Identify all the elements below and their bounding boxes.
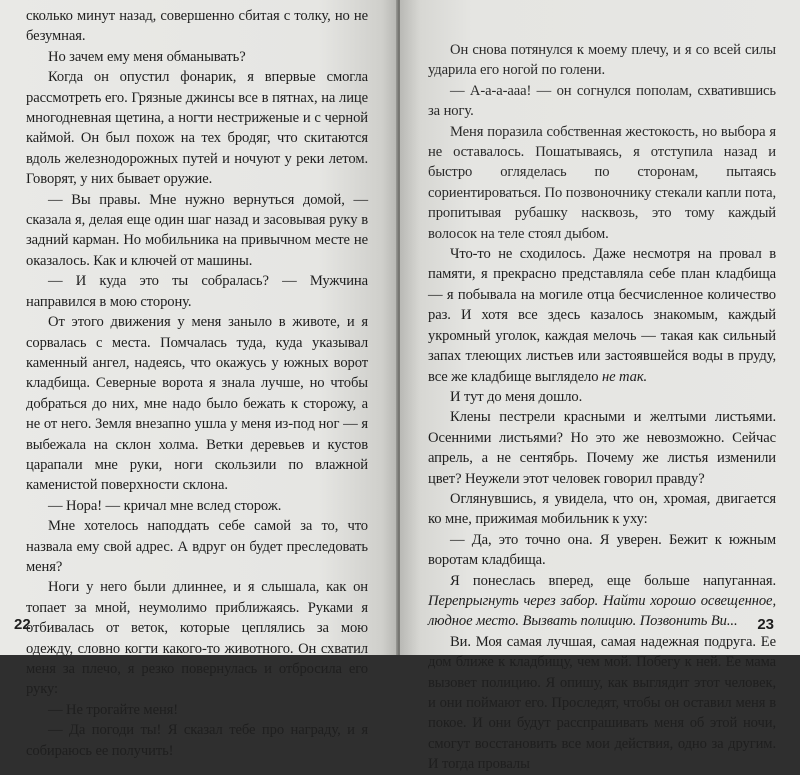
paragraph bbox=[428, 489, 776, 530]
paragraph bbox=[428, 407, 776, 489]
paragraph-text: Что-то не сходилось. Даже несмотря на провал в памяти, я прекрасно представляла себе план кладбища — я побывала на могиле отца бесчисленное количество раз. И хотя все здесь казалось знакомым, каждый укромный уголок, каждая мелочь — такая как сильный запах тлеющих листьев или застоявшейся воды в пруду, все же кладбище выглядело bbox=[428, 246, 776, 385]
paragraph-text: — Да, это точно она. Я уверен. Бежит к южным воротам кладбища. bbox=[428, 531, 776, 569]
paragraph-text: Он снова потянулся к моему плечу, и я со всей силы ударила его ногой по голени. bbox=[428, 42, 776, 79]
paragraph: — И куда это ты собралась? — Мужчина направился в мою сторону. bbox=[26, 273, 368, 310]
paragraph bbox=[428, 530, 776, 571]
paragraph-text: Я понеслась вперед, еще больше напуганная. bbox=[450, 572, 776, 589]
paragraph: — Да погоди ты! Я сказал тебе про награду, и я собираюсь ее получить! bbox=[26, 722, 368, 759]
paragraph-text: Оглянувшись, я увидела, что он, хромая, двигается ко мне, прижимая мобильник к уху: bbox=[428, 490, 776, 528]
page-number: 22 bbox=[14, 616, 31, 633]
paragraph: — Нора! — кричал мне вслед сторож. bbox=[48, 497, 282, 514]
paragraph bbox=[428, 40, 776, 81]
paragraph bbox=[428, 632, 776, 775]
paragraph-italic: Перепрыгнуть через забор. Найти хорошо освещенное, людное место. Вызвать полицию. Позвонить Ви... bbox=[428, 592, 776, 630]
right-page-text bbox=[428, 40, 776, 775]
paragraph: От этого движения у меня заныло в животе, и я сорвалась с места. Помчалась туда, куда указывал каменный ангел, надеясь, что окажусь у южных ворот кладбища. Северные ворота я знала лучше, но чтобы добраться до них, мне надо было бежать к сторожу, а не от него. Земля внезапно ушла у меня из-под ног — я выбежала на склон холма. Ветки деревьев и кустов царапали мне руки, ноги скользили по влажной каменистой поверхности склона. bbox=[26, 314, 368, 494]
left-page-text bbox=[26, 6, 368, 761]
paragraph: — Вы правы. Мне нужно вернуться домой, — сказала я, делая еще один шаг назад и засовывая руку в задний карман. Но мобильника на привычном месте не оказалось. Как и ключей от машины. bbox=[26, 191, 368, 269]
paragraph: Мне хотелось наподдать себе самой за то, что назвала ему свой адрес. А вдруг он будет преследовать меня? bbox=[26, 518, 368, 575]
paragraph bbox=[428, 244, 776, 387]
paragraph bbox=[428, 122, 776, 244]
paragraph-text: — А-а-а-ааа! — он согнулся пополам, схватившись за ногу. bbox=[428, 82, 776, 120]
page-number: 23 bbox=[757, 616, 774, 633]
paragraph: сколько минут назад, совершенно сбитая с толку, но не безумная. bbox=[26, 8, 368, 45]
paragraph-text: И тут до меня дошло. bbox=[450, 388, 583, 405]
paragraph: Ноги у него были длиннее, и я слышала, как он топает за мной, неумолимо приближаясь. Руками я отбивалась от веток, которые цеплялись за мою одежду, словно когти какого-то животного. Он схватил меня за плечо, я резко повернулась и отбросила его руку: bbox=[26, 579, 368, 698]
paragraph-text: Меня поразила собственная жестокость, но выбора я не оставалось. Пошатываясь, я отступила назад и быстро огляделась по сторонам, пытаясь сориентироваться. По позвоночнику стекали капли пота, пропитывая рубашку насквозь, это тому каждый волосок на теле стоял дыбом. bbox=[428, 123, 776, 242]
paragraph bbox=[428, 387, 776, 407]
paragraph-italic: не так. bbox=[601, 368, 648, 385]
paragraph-text: Ви. Моя самая лучшая, самая надежная подруга. Ее дом ближе к кладбищу, чем мой. Побегу к ней. Ее мама вызовет полицию. Я опишу, как выглядит этот человек, и они поймают его. Проследят, чтобы он оставил меня в покое. И они будут расспрашивать меня об этой ночи, смогут восстановить все мои действия, одно за другим. И тогда провалы bbox=[428, 633, 776, 773]
left-page bbox=[0, 0, 398, 759]
paragraph: Когда он опустил фонарик, я впервые смогла рассмотреть его. Грязные джинсы все в пятнах, на лице многодневная щетина, а ногти нестриженые и с черной каймой. Он был похож на тех бродяг, что скитаются вдоль железнодорожных путей и ночуют у реки летом. Говорят, у них бывает оружие. bbox=[26, 69, 368, 188]
paragraph bbox=[428, 81, 776, 122]
paragraph: — Не трогайте меня! bbox=[48, 701, 179, 718]
paragraph bbox=[428, 571, 776, 632]
right-page bbox=[400, 0, 800, 773]
paragraph: Но зачем ему меня обманывать? bbox=[48, 48, 246, 65]
paragraph-text: Клены пестрели красными и желтыми листьями. Осенними листьями? Но это же невозможно. Сейчас апрель, а не сентябрь. Почему же листья изменили цвет? Неужели этот человек говорил правду? bbox=[428, 409, 776, 487]
